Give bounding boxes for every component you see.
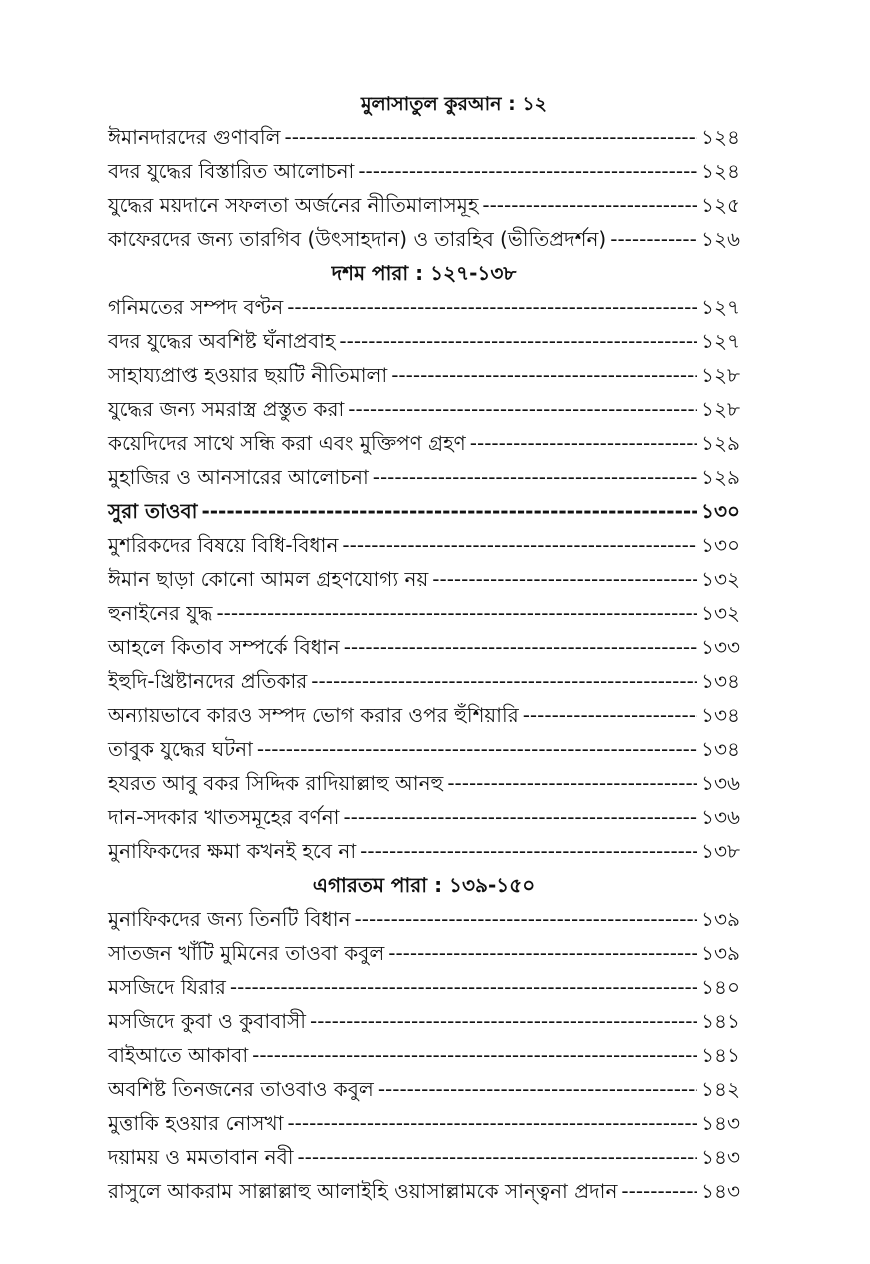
toc-entry bbox=[108, 426, 740, 460]
dot-leader bbox=[610, 222, 697, 256]
toc-entry-title: হযরত আবু বকর সিদ্দিক রাদিয়াল্লাহু আনহু bbox=[108, 771, 444, 795]
toc-entry-page: ১৩৪ bbox=[701, 669, 740, 693]
dot-leader bbox=[287, 1106, 697, 1140]
toc-entry bbox=[108, 596, 740, 630]
toc-entry-title: ঈমানদারদের গুণাবলি bbox=[108, 125, 281, 149]
dot-leader bbox=[523, 698, 697, 732]
dot-leader bbox=[621, 1174, 697, 1208]
toc-entry-title: মুনাফিকদের জন্য তিনটি বিধান bbox=[108, 907, 351, 931]
dot-leader bbox=[348, 392, 697, 426]
toc-entry-title: বাইআতে আকাবা bbox=[108, 1043, 249, 1067]
toc-entry-title: মসজিদে যিরার bbox=[108, 975, 226, 999]
toc-entry bbox=[108, 562, 740, 596]
dot-leader bbox=[355, 902, 698, 936]
toc-entry-title: মসজিদে কুবা ও কুবাবাসী bbox=[108, 1009, 306, 1033]
toc-entry bbox=[108, 664, 740, 698]
toc-entry-title: মুহাজির ও আনসারের আলোচনা bbox=[108, 465, 369, 489]
toc-entry bbox=[108, 528, 740, 562]
toc-entry-title: তাবুক যুদ্ধের ঘটনা bbox=[108, 737, 253, 761]
dot-leader bbox=[470, 426, 697, 460]
toc-entry-title: বদর যুদ্ধের অবশিষ্ট ঘঁনাপ্রবাহ bbox=[108, 329, 336, 353]
toc-entry bbox=[108, 358, 740, 392]
toc-entry-title: দয়াময় ও মমতাবান নবী bbox=[108, 1145, 294, 1169]
toc-entry bbox=[108, 460, 740, 494]
toc-list bbox=[108, 120, 740, 1208]
dot-leader bbox=[360, 834, 697, 868]
dot-leader bbox=[432, 562, 697, 596]
dot-leader bbox=[344, 630, 697, 664]
toc-entry-title: দান-সদকার খাতসমূহের বর্ণনা bbox=[108, 805, 340, 829]
toc-entry bbox=[108, 1072, 740, 1106]
toc-entry-title: ঈমান ছাড়া কোনো আমল গ্রহণযোগ্য নয় bbox=[108, 567, 429, 591]
toc-entry bbox=[108, 324, 740, 358]
toc-entry bbox=[108, 1140, 740, 1174]
toc-entry-page: ১৪১ bbox=[701, 1043, 740, 1067]
toc-entry-title: কাফেরদের জন্য তারগিব (উৎসাহদান) ও তারহিব (ভীতিপ্রদর্শন) bbox=[108, 227, 607, 251]
dot-leader bbox=[297, 1140, 697, 1174]
dot-leader bbox=[285, 120, 698, 154]
toc-entry-page: ১২৫ bbox=[701, 193, 740, 217]
toc-entry-page: ১২৭ bbox=[701, 329, 740, 353]
toc-entry bbox=[108, 1038, 740, 1072]
toc-entry bbox=[108, 936, 740, 970]
toc-entry bbox=[108, 1004, 740, 1038]
section-heading: এগারতম পারা : ১৩৯-১৫০ bbox=[312, 873, 536, 897]
toc-entry-page: ১৩২ bbox=[701, 601, 740, 625]
toc-entry bbox=[108, 970, 740, 1004]
toc-entry bbox=[108, 1174, 740, 1208]
dot-leader bbox=[310, 1004, 697, 1038]
toc-entry bbox=[108, 630, 740, 664]
dot-leader bbox=[342, 528, 697, 562]
dot-leader bbox=[482, 188, 697, 222]
dot-leader bbox=[230, 970, 697, 1004]
toc-entry-title: আহলে কিতাব সম্পর্কে বিধান bbox=[108, 635, 340, 659]
toc-entry bbox=[108, 494, 740, 528]
toc-entry-page: ১৪০ bbox=[701, 975, 740, 999]
toc-entry bbox=[108, 154, 740, 188]
dot-leader bbox=[391, 358, 697, 392]
toc-entry-page: ১৪২ bbox=[701, 1077, 740, 1101]
toc-entry-page: ১৪৩ bbox=[701, 1145, 740, 1169]
dot-leader bbox=[343, 800, 697, 834]
dot-leader bbox=[378, 1072, 697, 1106]
toc-entry bbox=[108, 188, 740, 222]
toc-entry-page: ১৩৪ bbox=[701, 703, 740, 727]
dot-leader bbox=[373, 460, 697, 494]
toc-entry bbox=[108, 222, 740, 256]
toc-entry-page: ১৩৪ bbox=[701, 737, 740, 761]
toc-entry-page: ১২৮ bbox=[701, 363, 740, 387]
toc-entry bbox=[108, 120, 740, 154]
toc-entry-page: ১৩৩ bbox=[701, 635, 740, 659]
toc-entry-title: মুশরিকদের বিষয়ে বিধি-বিধান bbox=[108, 533, 339, 557]
toc-entry-title: সুরা তাওবা bbox=[108, 499, 198, 523]
toc-entry-title: গনিমতের সম্পদ বণ্টন bbox=[108, 295, 284, 319]
toc-entry-page: ১৪৩ bbox=[701, 1111, 740, 1135]
toc-entry-page: ১৪১ bbox=[701, 1009, 740, 1033]
running-header: মুলাসাতুল কুরআন : ১২ bbox=[360, 93, 548, 115]
toc-entry-page: ১৩০ bbox=[701, 499, 740, 523]
toc-entry-title: সাহায্যপ্রাপ্ত হওয়ার ছয়টি নীতিমালা bbox=[108, 363, 388, 387]
toc-entry bbox=[108, 392, 740, 426]
toc-entry-page: ১৩৮ bbox=[701, 839, 740, 863]
dot-leader bbox=[388, 936, 697, 970]
dot-leader bbox=[339, 324, 697, 358]
table-of-contents bbox=[108, 88, 740, 1208]
toc-entry-page: ১২৯ bbox=[701, 431, 740, 455]
toc-entry-title: অন্যায়ভাবে কারও সম্পদ ভোগ করার ওপর হুঁশিয়ারি bbox=[108, 703, 519, 727]
toc-entry-page: ১৩৬ bbox=[701, 805, 740, 829]
toc-entry-title: সাতজন খাঁটি মুমিনের তাওবা কবুল bbox=[108, 941, 385, 965]
toc-entry-title: মুত্তাকি হওয়ার নোসখা bbox=[108, 1111, 284, 1135]
dot-leader bbox=[257, 732, 697, 766]
dot-leader bbox=[287, 290, 697, 324]
toc-entry-title: রাসুলে আকরাম সাল্লাল্লাহু আলাইহি ওয়াসাল্লামকে সান্ত্বনা প্রদান bbox=[108, 1179, 618, 1203]
toc-entry-title: মুনাফিকদের ক্ষমা কখনই হবে না bbox=[108, 839, 357, 863]
toc-entry bbox=[108, 766, 740, 800]
toc-entry-page: ১২৪ bbox=[701, 159, 740, 183]
toc-entry-page: ১২৬ bbox=[701, 227, 740, 251]
toc-entry-title: যুদ্ধের জন্য সমরাস্ত্র প্রস্তুত করা bbox=[108, 397, 345, 421]
toc-entry-title: কয়েদিদের সাথে সন্ধি করা এবং মুক্তিপণ গ্রহণ bbox=[108, 431, 466, 455]
toc-entry-page: ১৩০ bbox=[701, 533, 740, 557]
toc-entry-title: বদর যুদ্ধের বিস্তারিত আলোচনা bbox=[108, 159, 355, 183]
toc-entry bbox=[108, 902, 740, 936]
section-heading: দশম পারা : ১২৭-১৩৮ bbox=[331, 261, 517, 285]
toc-entry-page: ১৩৬ bbox=[701, 771, 740, 795]
toc-entry-page: ১২৭ bbox=[701, 295, 740, 319]
toc-entry bbox=[108, 698, 740, 732]
toc-entry-page: ১২৪ bbox=[701, 125, 740, 149]
toc-entry-title: অবশিষ্ট তিনজনের তাওবাও কবুল bbox=[108, 1077, 374, 1101]
toc-entry-page: ১২৯ bbox=[701, 465, 740, 489]
dot-leader bbox=[201, 494, 697, 528]
toc-entry-title: হুনাইনের যুদ্ধ bbox=[108, 601, 213, 625]
toc-entry-page: ১৩৯ bbox=[701, 941, 740, 965]
dot-leader bbox=[216, 596, 697, 630]
dot-leader bbox=[447, 766, 697, 800]
toc-entry bbox=[108, 834, 740, 868]
toc-entry-page: ১৩২ bbox=[701, 567, 740, 591]
toc-entry bbox=[108, 800, 740, 834]
toc-entry-page: ১৩৯ bbox=[701, 907, 740, 931]
toc-entry-page: ১৪৩ bbox=[701, 1179, 740, 1203]
toc-entry bbox=[108, 290, 740, 324]
dot-leader bbox=[252, 1038, 697, 1072]
dot-leader bbox=[311, 664, 697, 698]
dot-leader bbox=[358, 154, 697, 188]
toc-entry-title: ইহুদি-খ্রিষ্টানদের প্রতিকার bbox=[108, 669, 308, 693]
toc-entry bbox=[108, 732, 740, 766]
toc-entry bbox=[108, 1106, 740, 1140]
toc-entry-title: যুদ্ধের ময়দানে সফলতা অর্জনের নীতিমালাসমূহ bbox=[108, 193, 479, 217]
toc-entry-page: ১২৮ bbox=[701, 397, 740, 421]
